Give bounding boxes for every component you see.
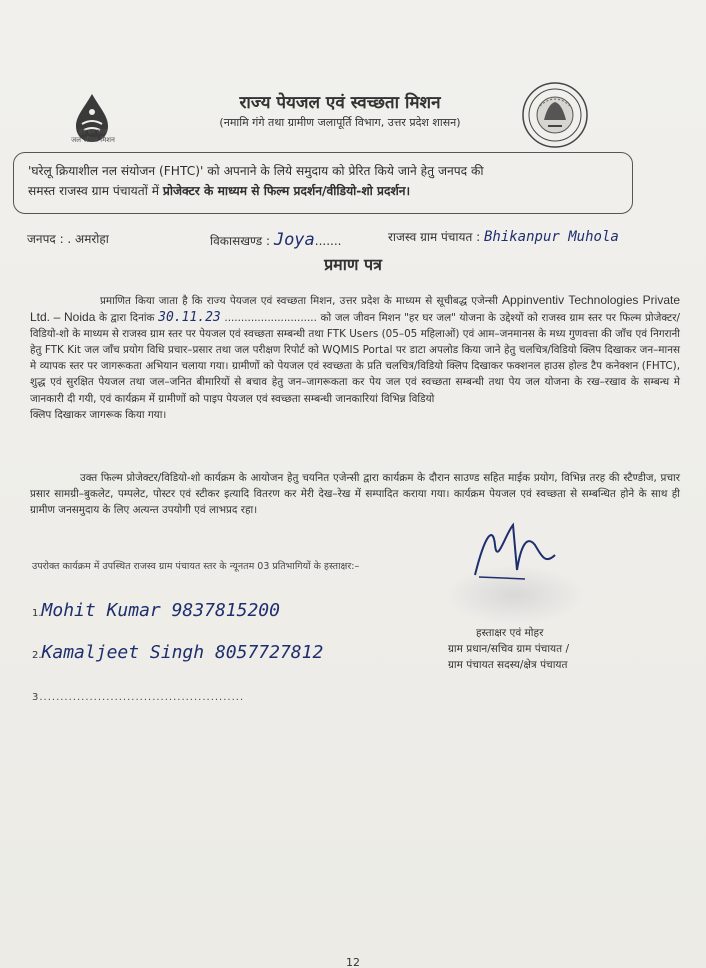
program-date: 30.11.23 (158, 310, 221, 326)
mission-title: राज्य पेयजल एवं स्वच्छता मिशन (239, 93, 441, 113)
district-field: जनपद : . अमरोहा (27, 232, 109, 246)
participants-note: उपरोक्त कार्यक्रम में उपस्थित राजस्व ग्राम पंचायत स्तर के न्यूनतम 03 प्रतिभागियों के हस्ताक्षर:– (32, 561, 360, 572)
banner-line-2: समस्त राजस्व ग्राम पंचायतों में प्रोजेक्टर के माध्यम से फिल्म प्रदर्शन/वीडियो-शो प्रदर्शन। (28, 184, 411, 198)
pradhan-signature-icon (465, 515, 565, 595)
participant-signature-3-blank: 3................................................. (32, 692, 245, 703)
block-handwritten-value: Joya (273, 230, 315, 250)
program-banner (13, 152, 633, 214)
page-number: 12 (346, 956, 360, 968)
up-government-seal-icon (518, 80, 592, 150)
participant-signature-2: 2.Kamaljeet Singh 8057727812 (32, 642, 324, 663)
panchayat-handwritten-value: Bhikanpur Muhola (483, 229, 619, 245)
logo-caption: हर घर जल जल जीवन मिशन (71, 128, 115, 144)
block-field: विकासखण्ड : Joya....... (210, 230, 342, 250)
mission-subtitle: (नमामि गंगे तथा ग्रामीण जलापूर्ति विभाग, उत्तर प्रदेश शासन) (219, 116, 461, 129)
certificate-title: प्रमाण पत्र (324, 255, 382, 274)
certificate-paragraph-1: प्रमाणित किया जाता है कि राज्य पेयजल एवं स्वच्छता मिशन, उत्तर प्रदेश के माध्यम से सूचीबद्ध एजेन्सी Appinventiv Technologies Private Ltd. – Noida के द्वारा दिनांक 30.11.23 ............................ को जल जीवन मिशन "हर घर जल" योजना के उद्देश्यों को राजस्व ग्राम स्तर पर फिल्म प्रोजेक्टर/विडियो-शो के माध्यम से राजस्व ग्राम स्तर पर पेयजल एवं स्वच्छता सम्बन्धी तथा FTK Users (05–05 महिलाओं) एवं आम–जनमानस के मध्य गुणवत्ता की जाँच एवं निगरानी हेतु FTK Kit जल जाँच प्रयोग विधि प्रचार–प्रसार तथा जल परीक्षण रिपोर्ट को WQMIS Portal पर डाटा अपलोड किया जाने हेतु चलचित्र/विडियो क्लिप दिखाकर जन–मानस मे व्यापक स्तर पर जागरूकता अभियान चलाया गया। ग्रामीणों को पेयजल एवं स्वच्छता के प्रति चलचित्र/विडियो क्लिप दिखाकर फक्शनल हाउस होल्ड टैप कनेक्शन (FHTC), शुद्ध एवं सुरक्षित पेयजल तथा जल–जनित बीमारियों से बचाव हेतु जन–जागरूकता कर पेय जल एवं स्वच्छता सम्बन्धी तथा पेय जल योजना के रख–रखाव के सम्बन्ध मे जानकारी दी गयी, एवं कार्यक्रम में ग्रामीणों को पाइप पेयजल एवं स्वच्छता सम्बन्धी जानकारियां विभिन्न विडियो क्लिप दिखाकर जागरूक किया गया। (30, 293, 680, 421)
pradhan-sign-block: हस्ताक्षर एवं मोहर ग्राम प्रधान/सचिव ग्राम पंचायत / ग्राम पंचायत सदस्य/क्षेत्र पंचायत (448, 627, 569, 671)
certificate-paragraph-2: उक्त फिल्म प्रोजेक्टर/विडियो-शो कार्यक्रम के आयोजन हेतु चयनित एजेन्सी द्वारा कार्यक्रम के दौरान साउण्ड सहित माईक प्रयोग, विभिन्न तरह की स्टैण्डीज, प्रचार प्रसार सामग्री–बुकलेट, पम्पलेट, पोस्टर एवं स्टीकर इत्यादि वितरण कर मेरी देख–रेख में सम्पादित कराया गया। कार्यक्रम पेयजल एवं स्वच्छता से सम्बन्धित होने के साथ ही ग्रामीण जनसमुदाय के लिए अत्यन्त उपयोगी एवं लाभप्रद रहा। (30, 472, 680, 517)
participant-signature-1: 1.Mohit Kumar 9837815200 (32, 600, 280, 621)
panchayat-field: राजस्व ग्राम पंचायत : Bhikanpur Muhola (388, 229, 619, 245)
banner-line-1: 'घरेलू क्रियाशील नल संयोजन (FHTC)' को अपनाने के लिये समुदाय को प्रेरित किये जाने हेतु जनपद की (28, 164, 484, 178)
